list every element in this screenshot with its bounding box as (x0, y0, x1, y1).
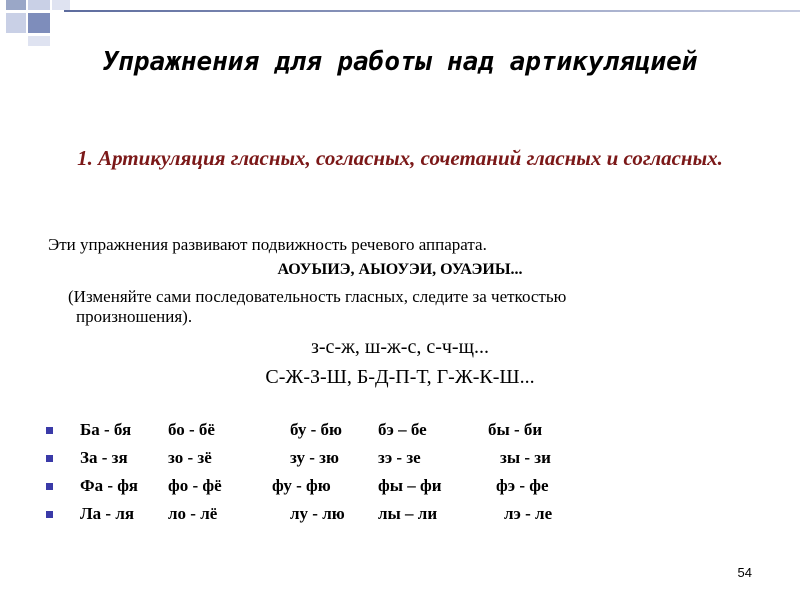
decor-square (28, 13, 50, 33)
note-line-2: произношения). (76, 307, 193, 326)
syllable-pair: фу - фю (272, 476, 331, 495)
consonant-sequence-2: С-Ж-З-Ш, Б-Д-П-Т, Г-Ж-К-Ш... (265, 366, 535, 388)
list-item (0, 420, 800, 444)
syllable-pair: За - зя (80, 448, 128, 467)
syllable-pair: Ба - бя (80, 420, 132, 439)
syllable-pair: зо - зё (168, 448, 212, 467)
syllable-pair: бу - бю (290, 420, 343, 439)
syllable-pair: лу - лю (290, 504, 345, 523)
page-number: 54 (737, 565, 752, 580)
decor-square (6, 0, 26, 10)
vowel-sequences: АОУЫИЭ, АЫОУЭИ, ОУАЭИЫ... (277, 261, 523, 278)
list-item (0, 448, 800, 472)
syllable-pair: бо - бё (168, 420, 215, 439)
note-line-1: (Изменяйте сами последовательность гласных, следите за четкостью (68, 287, 567, 306)
square-bullet-icon (46, 427, 53, 434)
top-divider-line (64, 10, 800, 12)
square-bullet-icon (46, 511, 53, 518)
square-bullet-icon (46, 483, 53, 490)
syllable-pair: зу - зю (290, 448, 339, 467)
syllable-pair: фо - фё (168, 476, 222, 495)
syllable-pair: бы - би (488, 420, 543, 439)
syllable-pair: лы – ли (378, 504, 438, 523)
square-bullet-icon (46, 455, 53, 462)
list-item (0, 476, 800, 500)
decor-square (6, 13, 26, 33)
instruction-note (68, 287, 748, 327)
syllable-pair: фы – фи (378, 476, 442, 495)
syllable-pair: зэ - зе (378, 448, 421, 467)
decor-square (28, 36, 50, 46)
syllable-pair: зы - зи (500, 448, 551, 467)
syllable-pair: фэ - фе (496, 476, 549, 495)
section-heading: 1. Артикуляция гласных, согласных, сочетаний гласных и согласных. (77, 146, 723, 170)
decor-square (52, 0, 70, 10)
intro-text: Эти упражнения развивают подвижность речевого аппарата. (48, 235, 487, 254)
consonant-sequence-1: з-с-ж, ш-ж-с, с-ч-щ... (311, 336, 489, 358)
syllable-pair: ло - лё (168, 504, 218, 523)
syllable-pair: лэ - ле (504, 504, 553, 523)
list-item (0, 504, 800, 528)
decor-square (28, 0, 50, 10)
syllable-pair: Ла - ля (80, 504, 135, 523)
slide-title: Упражнения для работы над артикуляцией (102, 47, 698, 77)
syllable-pair: бэ – бе (378, 420, 427, 439)
syllable-pair: Фа - фя (80, 476, 138, 495)
